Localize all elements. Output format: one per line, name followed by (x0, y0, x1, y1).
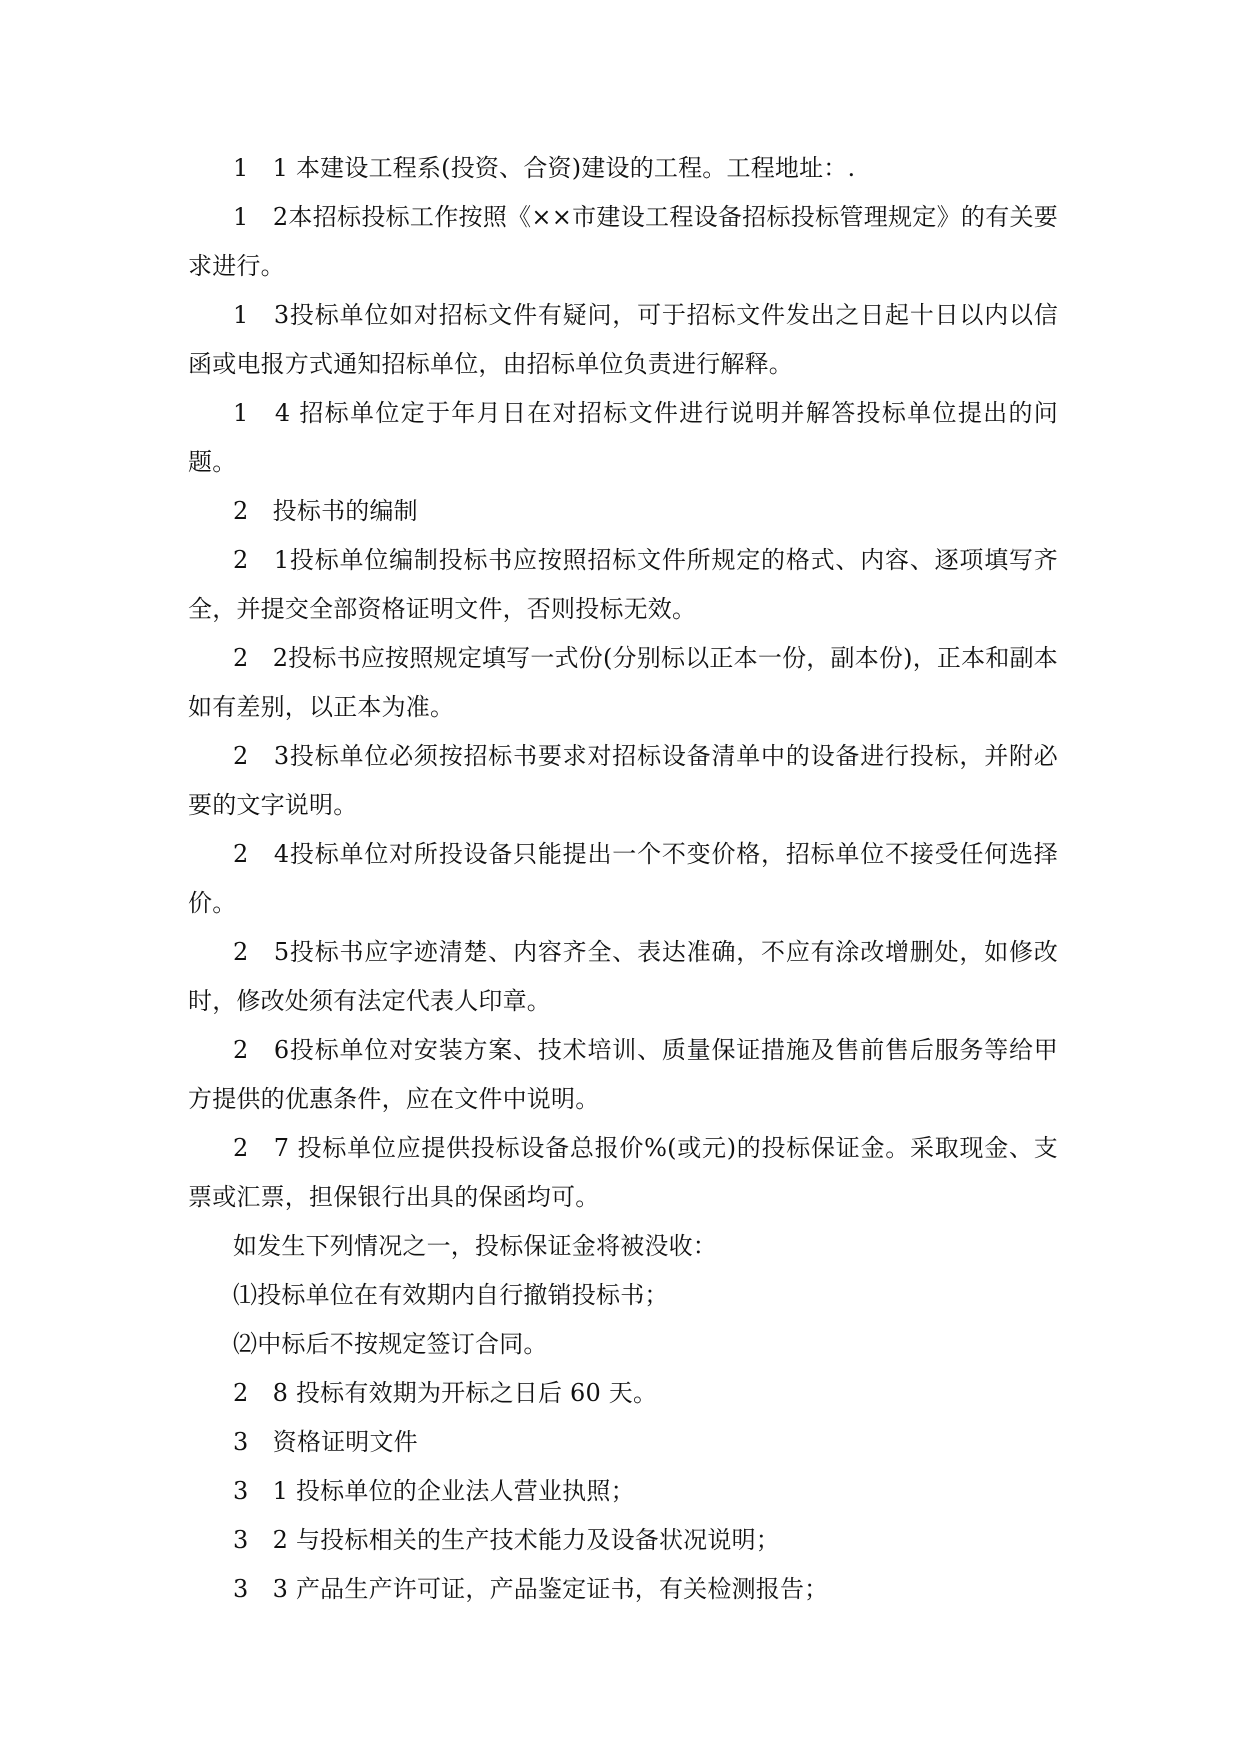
paragraph-3-1: 3 1 投标单位的企业法人营业执照； (233, 1477, 635, 1505)
paragraph-2-4: 2 4投标单位对所投设备只能提出一个不变价格，招标单位不接受任何选择价。 (188, 840, 1058, 917)
list-item-1: ⑴投标单位在有效期内自行撤销投标书； (233, 1281, 669, 1309)
paragraph-1-1: 1 1 本建设工程系(投资、合资)建设的工程。工程地址：. (233, 154, 856, 182)
paragraph-1-2: 1 2本招标投标工作按照《××市建设工程设备招标投标管理规定》的有关要求进行。 (188, 203, 1058, 280)
paragraph-forfeit-intro: 如发生下列情况之一，投标保证金将被没收： (233, 1232, 717, 1260)
paragraph-3-3: 3 3 产品生产许可证，产品鉴定证书，有关检测报告； (233, 1575, 829, 1603)
paragraph-3-2: 3 2 与投标相关的生产技术能力及设备状况说明； (233, 1526, 780, 1554)
paragraph-2-1: 2 1投标单位编制投标书应按照招标文件所规定的格式、内容、逐项填写齐全，并提交全部资格证明文件，否则投标无效。 (188, 546, 1058, 623)
paragraph-1-4: 1 4 招标单位定于年月日在对招标文件进行说明并解答投标单位提出的问题。 (188, 399, 1058, 476)
paragraph-2-5: 2 5投标书应字迹清楚、内容齐全、表达准确，不应有涂改增删处，如修改时，修改处须有法定代表人印章。 (188, 938, 1058, 1015)
section-heading-2: 2 投标书的编制 (233, 497, 418, 525)
paragraph-2-6: 2 6投标单位对安装方案、技术培训、质量保证措施及售前售后服务等给甲方提供的优惠条件，应在文件中说明。 (188, 1036, 1058, 1113)
document-body (188, 144, 1058, 1614)
section-heading-3: 3 资格证明文件 (233, 1428, 418, 1456)
paragraph-2-2: 2 2投标书应按照规定填写一式份(分别标以正本一份，副本份)，正本和副本如有差别，以正本为准。 (188, 644, 1058, 721)
paragraph-2-8: 2 8 投标有效期为开标之日后 60 天。 (233, 1379, 658, 1407)
paragraph-1-3: 1 3投标单位如对招标文件有疑问，可于招标文件发出之日起十日以内以信函或电报方式通知招标单位，由招标单位负责进行解释。 (188, 301, 1058, 378)
paragraph-2-7: 2 7 投标单位应提供投标设备总报价%(或元)的投标保证金。采取现金、支票或汇票，担保银行出具的保函均可。 (188, 1134, 1058, 1211)
list-item-2: ⑵中标后不按规定签订合同。 (233, 1330, 548, 1358)
paragraph-2-3: 2 3投标单位必须按招标书要求对招标设备清单中的设备进行投标，并附必要的文字说明。 (188, 742, 1058, 819)
